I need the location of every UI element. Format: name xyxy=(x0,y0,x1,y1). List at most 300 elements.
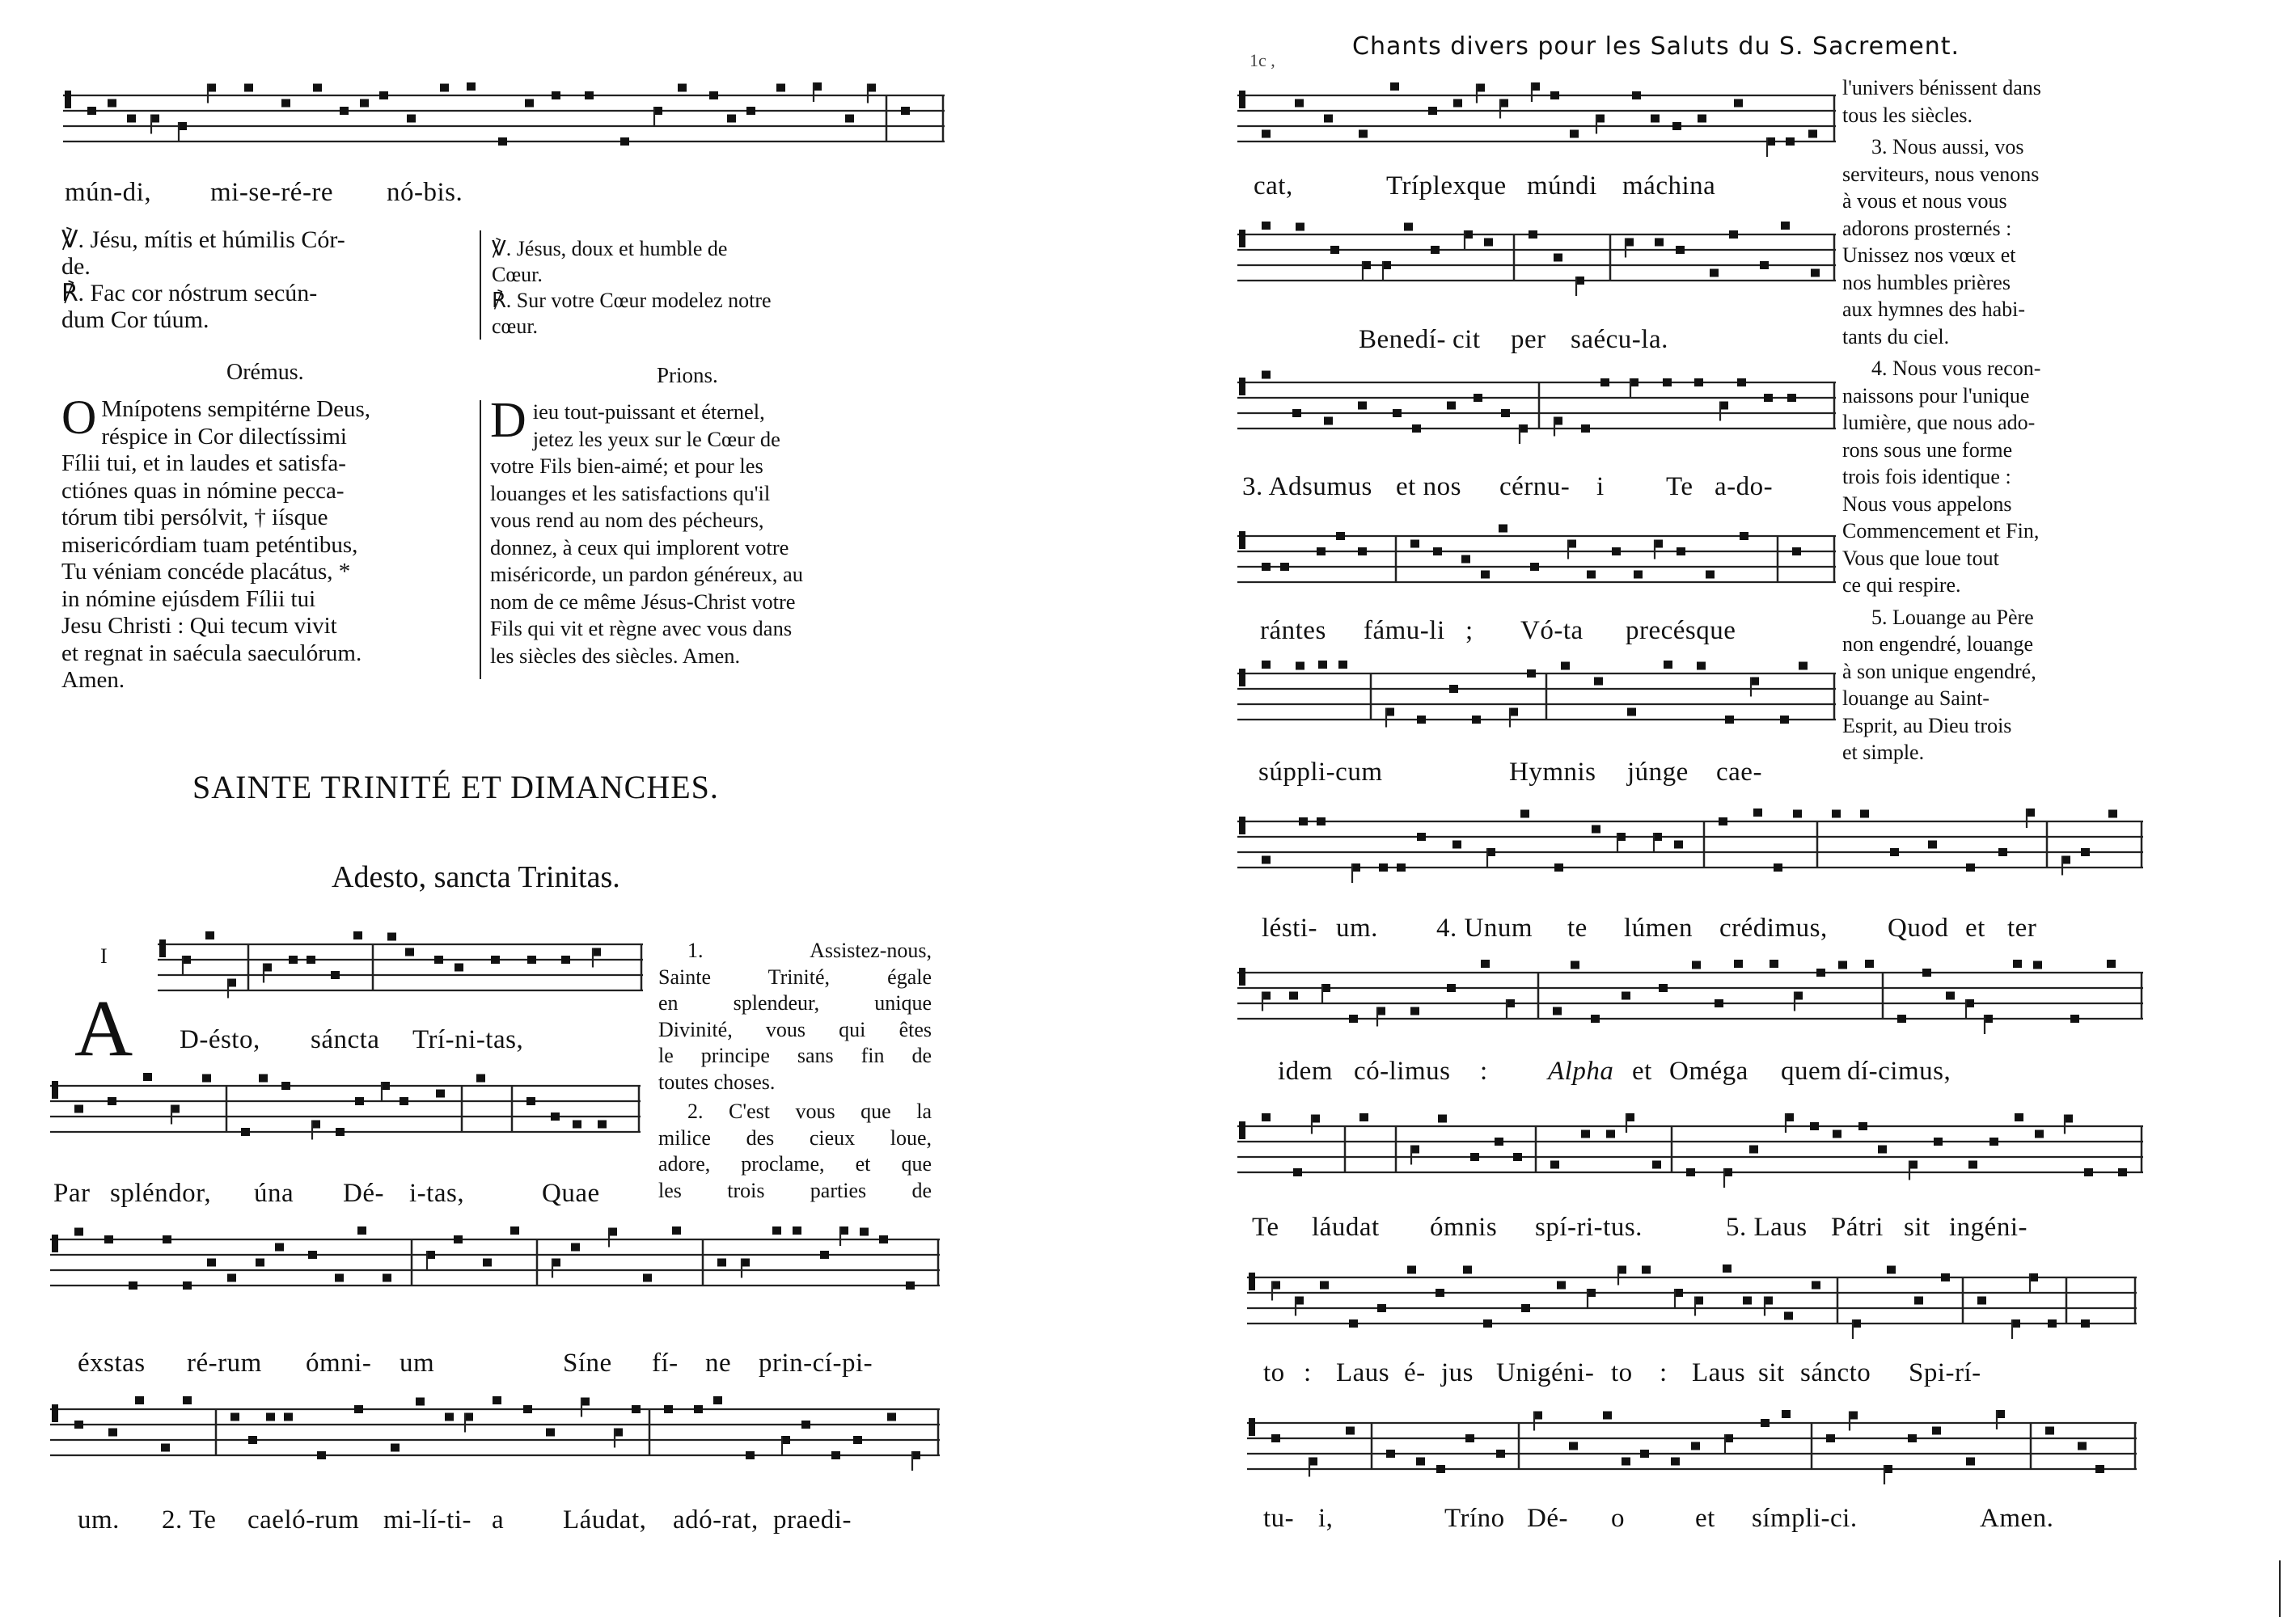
prayer-line: votre Fils bien-aimé; et pour les xyxy=(490,454,763,478)
lyric-syllable: Síne xyxy=(563,1349,612,1378)
neume xyxy=(1908,1434,1917,1442)
clef-mark xyxy=(52,1235,58,1252)
lyric-syllable: sáncto xyxy=(1800,1358,1871,1387)
translation-line: et simple. xyxy=(1842,741,1925,764)
prayer-line: Fils qui vit et règne avec vous dans xyxy=(490,616,793,640)
prayer-line: tórum tibi persólvit, † iísque xyxy=(61,505,328,530)
prayer-line: Jesu Christi : Qui tecum vivit xyxy=(61,613,337,639)
neume xyxy=(1719,817,1727,825)
lyric-line xyxy=(1263,1504,2137,1536)
translation-line: tants du ciel. xyxy=(1842,324,1950,348)
neume xyxy=(793,1226,801,1235)
neume xyxy=(1642,1266,1651,1274)
neume xyxy=(1833,1130,1841,1138)
neume xyxy=(1826,1434,1835,1442)
neume xyxy=(571,1243,580,1252)
neume xyxy=(1436,1289,1444,1297)
neume xyxy=(289,956,298,964)
translation-line: toutes choses. xyxy=(658,1070,776,1094)
neume xyxy=(573,1121,581,1129)
neume xyxy=(281,99,290,108)
music-staff xyxy=(1237,659,1836,756)
drop-cap-o: O xyxy=(61,391,97,444)
neume xyxy=(74,1421,83,1429)
neume xyxy=(1932,1427,1941,1435)
neume xyxy=(1417,716,1426,724)
neume xyxy=(664,1405,673,1413)
neume xyxy=(1317,817,1326,825)
neume xyxy=(1591,1015,1600,1023)
music-staff xyxy=(1237,521,1836,619)
neume xyxy=(523,1405,532,1413)
neume xyxy=(776,84,785,92)
lyric-syllable: to xyxy=(1611,1358,1633,1387)
lyric-syllable: é- xyxy=(1404,1358,1426,1387)
prions-heading: Prions. xyxy=(657,363,718,387)
versicle-french xyxy=(492,236,945,340)
lyric-syllable: um xyxy=(400,1349,435,1378)
lyric-syllable: fí- xyxy=(652,1349,679,1378)
neume xyxy=(241,1128,250,1136)
music-staff xyxy=(1247,1408,2137,1505)
neume xyxy=(1554,863,1563,872)
lyric-syllable: a xyxy=(492,1505,505,1535)
music-staff xyxy=(63,81,945,162)
neume xyxy=(2070,1015,2079,1023)
neume xyxy=(510,1226,519,1235)
neume xyxy=(1671,1458,1680,1466)
neume xyxy=(340,107,349,115)
neume xyxy=(1612,547,1621,555)
lyric-syllable: sáncta xyxy=(311,1025,380,1054)
lyric-syllable: to xyxy=(1263,1358,1285,1387)
neume xyxy=(407,115,416,123)
neume xyxy=(1358,402,1367,410)
lyric-line xyxy=(1263,1358,2137,1391)
neume xyxy=(1706,571,1715,579)
clef-mark xyxy=(159,939,166,957)
translation-line: naissons pour l'unique xyxy=(1842,383,2030,407)
neume xyxy=(1349,1015,1358,1023)
translation-line: 4. Nous vous recon- xyxy=(1871,357,2041,380)
prayer-line: in nómine ejúsdem Fílii tui xyxy=(61,585,316,612)
neume xyxy=(108,99,116,108)
lyric-syllable: te xyxy=(1567,914,1588,943)
neume xyxy=(1520,810,1529,818)
neume xyxy=(1416,1458,1425,1466)
neume xyxy=(879,1235,888,1243)
lyric-syllable: súppli-cum xyxy=(1258,758,1383,787)
neume xyxy=(127,115,136,123)
neume xyxy=(598,1121,607,1129)
neume xyxy=(672,1226,681,1235)
neume xyxy=(1474,394,1482,402)
column-divider xyxy=(480,230,481,340)
neume xyxy=(387,933,396,941)
neume xyxy=(313,84,322,92)
neume xyxy=(259,1074,268,1083)
neume xyxy=(1336,532,1345,540)
translation-line: Divinité, vous qui êtes xyxy=(658,1017,932,1041)
lyric-syllable: et xyxy=(1695,1504,1715,1533)
neume xyxy=(551,1112,560,1121)
neume xyxy=(552,91,560,99)
music-staff xyxy=(1237,368,1836,473)
lyric-syllable: ómni- xyxy=(306,1349,372,1378)
translation-line: non engendré, louange xyxy=(1842,632,2034,656)
prayer-latin xyxy=(61,391,470,695)
prayer-line: les siècles des siècles. Amen. xyxy=(490,643,741,668)
neume xyxy=(1449,685,1458,693)
lyric-syllable: fámu-li xyxy=(1364,616,1445,645)
neume xyxy=(717,1259,726,1267)
neume xyxy=(281,1082,290,1090)
neume xyxy=(317,1451,326,1459)
page-edge-mark xyxy=(2279,1560,2281,1617)
neume xyxy=(1715,999,1723,1007)
response-line: ℟. Fac cor nóstrum secún- xyxy=(61,280,318,306)
prayer-line: louanges et les satisfactions qu'il xyxy=(490,480,771,505)
neume xyxy=(643,1274,652,1282)
clef-mark xyxy=(1239,91,1245,108)
lyric-syllable: lésti- xyxy=(1262,914,1317,943)
neume xyxy=(308,1251,317,1259)
neume xyxy=(1686,1168,1695,1176)
neume xyxy=(1530,563,1539,571)
music-staff xyxy=(158,930,643,1027)
neume xyxy=(493,1396,501,1404)
lyric-line xyxy=(1262,914,2151,946)
neume xyxy=(1410,540,1419,548)
neume xyxy=(1436,1465,1445,1473)
neume xyxy=(1737,378,1746,386)
neume xyxy=(1470,1153,1479,1161)
neume xyxy=(202,1074,211,1083)
neume xyxy=(1581,424,1590,433)
neume xyxy=(2081,1319,2090,1328)
neume xyxy=(1346,1427,1355,1435)
neume xyxy=(1553,1007,1562,1015)
neume xyxy=(1570,130,1579,138)
translation-line: 5. Louange au Père xyxy=(1871,605,2034,629)
neume xyxy=(1977,1297,1986,1305)
lyric-syllable: Oméga xyxy=(1669,1057,1748,1086)
section-heading: SAINTE TRINITÉ ET DIMANCHES. xyxy=(192,769,719,805)
neume xyxy=(1674,841,1683,849)
neume xyxy=(483,1259,492,1267)
translation-line: Nous vous appelons xyxy=(1842,492,2012,516)
versicle-line: Cœur. xyxy=(492,263,543,286)
lyric-syllable: 3. Adsumus xyxy=(1242,472,1372,501)
response-line: ℟. Sur votre Cœur modelez notre xyxy=(492,289,772,312)
neume xyxy=(1723,1264,1732,1273)
lyric-syllable: um. xyxy=(1336,914,1378,943)
neume xyxy=(1481,571,1490,579)
neume xyxy=(135,1396,144,1404)
neume xyxy=(207,1259,216,1267)
lyric-syllable: adó-rat, xyxy=(673,1505,759,1535)
lyric-syllable: ; xyxy=(1465,616,1474,645)
neume xyxy=(436,1090,445,1098)
translation-line: aux hymnes des habi- xyxy=(1842,298,2026,321)
neume xyxy=(445,1413,454,1421)
prayer-line: Mnípotens sempitérne Deus, xyxy=(101,396,370,422)
clef-mark xyxy=(1249,1418,1255,1436)
neume xyxy=(746,107,755,115)
neume xyxy=(1349,1319,1358,1328)
neume xyxy=(1603,1412,1612,1420)
neume xyxy=(1640,1450,1649,1458)
neume xyxy=(1499,525,1507,533)
versicle-latin xyxy=(61,226,470,333)
neume xyxy=(143,1073,152,1081)
neume xyxy=(1606,1130,1615,1138)
music-staff xyxy=(1237,1112,2143,1209)
neume xyxy=(1832,810,1841,818)
neume xyxy=(1410,1007,1419,1015)
neume xyxy=(1320,1281,1329,1290)
neume xyxy=(1764,394,1773,402)
lyric-syllable: mún-di, xyxy=(65,178,152,207)
neume xyxy=(1481,960,1490,968)
lyric-syllable: Par xyxy=(53,1179,91,1208)
neume xyxy=(1431,246,1440,254)
neume xyxy=(1447,984,1456,992)
lyric-syllable: cat, xyxy=(1254,171,1293,201)
translation-line: Sainte Trinité, égale xyxy=(658,965,932,989)
neume xyxy=(1946,992,1955,1000)
lyric-line xyxy=(78,1349,951,1381)
neume xyxy=(1692,961,1701,969)
lyric-syllable: 2. Te xyxy=(162,1505,217,1535)
lyric-syllable: a-do- xyxy=(1715,472,1774,501)
lyric-line xyxy=(65,178,954,210)
neume xyxy=(525,99,534,108)
neume xyxy=(230,1413,239,1421)
translation-line: rons sous une forme xyxy=(1842,437,2013,462)
translation-line: adorons prosternés : xyxy=(1842,216,2012,240)
lyric-syllable: Laus xyxy=(1692,1358,1746,1387)
lyric-syllable: Láudat, xyxy=(563,1505,647,1535)
neume xyxy=(853,1436,862,1444)
neume xyxy=(1966,863,1975,872)
lyric-syllable: Hymnis xyxy=(1509,758,1596,787)
clef-mark xyxy=(1239,1121,1245,1139)
neume xyxy=(1787,394,1796,402)
neume xyxy=(1740,532,1748,540)
lyric-syllable: mi-se-ré-re xyxy=(210,178,334,207)
neume xyxy=(1664,661,1672,669)
neume xyxy=(1359,130,1368,138)
clef-mark xyxy=(1239,531,1245,549)
neume xyxy=(1793,810,1802,818)
lyric-syllable: mi-lí-ti- xyxy=(383,1505,471,1535)
prayer-line: donnez, à ceux qui implorent votre xyxy=(490,534,789,559)
neume xyxy=(1784,1312,1793,1320)
prayer-line: et regnat in saécula saeculórum. xyxy=(61,640,362,666)
lyric-syllable: ter xyxy=(2007,914,2037,943)
right-page xyxy=(1213,0,2296,1617)
neume xyxy=(244,84,253,92)
prayer-line: Fílii tui, et in laudes et satisfa- xyxy=(61,450,346,476)
neume xyxy=(256,1259,264,1267)
neume xyxy=(434,956,443,964)
neume xyxy=(331,971,340,979)
lyric-syllable: lúmen xyxy=(1624,914,1693,943)
mode-number: I xyxy=(100,944,108,968)
neume xyxy=(1786,137,1795,146)
translation-line: trois fois identique : xyxy=(1842,465,2011,488)
neume xyxy=(527,956,536,964)
neume xyxy=(1550,91,1559,99)
clef-mark xyxy=(1239,230,1245,247)
neume xyxy=(1452,841,1461,849)
neume xyxy=(1299,817,1308,825)
neume xyxy=(1594,678,1603,686)
prayer-line: vous rend au nom des pécheurs, xyxy=(490,508,764,532)
neume xyxy=(1691,1442,1700,1450)
neume xyxy=(1998,848,2007,856)
lyric-syllable: có-limus xyxy=(1354,1057,1451,1086)
music-staff xyxy=(1237,958,2143,1055)
lyric-syllable: jus xyxy=(1441,1358,1474,1387)
clef-mark xyxy=(1239,378,1245,395)
clef-mark xyxy=(52,1404,58,1422)
neume xyxy=(845,115,854,123)
neume xyxy=(1934,1138,1943,1146)
music-staff xyxy=(50,1225,940,1322)
neume xyxy=(1529,230,1537,239)
lyric-syllable: saécu-la. xyxy=(1571,325,1668,354)
lyric-syllable: crédimus, xyxy=(1719,914,1828,943)
neume xyxy=(1262,563,1271,571)
lyric-syllable: Amen. xyxy=(1980,1504,2054,1533)
neume xyxy=(1890,848,1899,856)
neume xyxy=(1622,1458,1630,1466)
lyric-line xyxy=(78,1505,951,1538)
lyric-syllable: Te xyxy=(1252,1213,1279,1242)
lyric-syllable: símpli-ci. xyxy=(1752,1504,1858,1533)
lyric-syllable: úna xyxy=(254,1179,294,1208)
lyric-line xyxy=(1242,472,1841,505)
lyric-syllable: 4. Unum xyxy=(1436,914,1533,943)
translation-line: 3. Nous aussi, vos xyxy=(1871,135,2024,158)
neume xyxy=(1743,1297,1752,1305)
lyric-line xyxy=(1260,616,1842,648)
neume xyxy=(1729,230,1738,239)
translation-line: ce qui respire. xyxy=(1842,573,1961,597)
neume xyxy=(1324,417,1333,425)
lyric-line xyxy=(1254,171,1852,204)
neume xyxy=(1792,547,1801,555)
lyric-syllable: et xyxy=(1965,914,1985,943)
neume xyxy=(1878,1146,1887,1154)
lyric-syllable: Pátri xyxy=(1831,1213,1884,1242)
lyric-syllable: i xyxy=(1596,472,1605,501)
neume xyxy=(727,115,736,123)
neume xyxy=(87,107,96,115)
neume xyxy=(1774,863,1782,872)
neume xyxy=(1760,261,1769,269)
translation-line: le principe sans fin de xyxy=(658,1044,932,1067)
neume xyxy=(183,1281,192,1290)
neume xyxy=(2033,961,2042,969)
lyric-syllable: múndi xyxy=(1527,171,1597,201)
neume xyxy=(1358,547,1367,555)
neume xyxy=(467,82,476,91)
lyric-syllable: rántes xyxy=(1260,616,1326,645)
neume xyxy=(205,931,214,939)
neume xyxy=(1262,371,1271,379)
neume xyxy=(713,1396,722,1404)
translation-line: louange au Saint- xyxy=(1842,686,1989,710)
lyric-line xyxy=(53,1179,652,1211)
lyric-syllable: i, xyxy=(1318,1504,1334,1533)
neume xyxy=(561,956,570,964)
neume xyxy=(1465,1434,1474,1442)
lyric-syllable: Dé- xyxy=(343,1179,384,1208)
neume xyxy=(476,1074,485,1083)
lyric-syllable: éxstas xyxy=(78,1349,146,1378)
prayer-line: réspice in Cor dilectíssimi xyxy=(101,423,347,450)
neume xyxy=(585,91,594,99)
neume xyxy=(2084,1168,2093,1176)
neume xyxy=(1600,378,1609,386)
translation-line: lumière, que nous ado- xyxy=(1842,411,2036,434)
neume xyxy=(227,1274,236,1282)
neume xyxy=(74,1105,83,1113)
neume xyxy=(1318,661,1327,669)
neume xyxy=(1694,378,1703,386)
lyric-syllable: : xyxy=(1660,1358,1668,1387)
neume xyxy=(1377,1304,1386,1312)
neume xyxy=(1280,563,1289,571)
neume xyxy=(1734,960,1743,968)
neume xyxy=(2013,960,2022,968)
neume xyxy=(1289,992,1298,1000)
neume xyxy=(163,1235,171,1243)
neume xyxy=(1317,547,1326,555)
neume xyxy=(455,964,463,972)
neume xyxy=(1393,409,1402,417)
neume xyxy=(360,99,369,108)
neume xyxy=(1652,1161,1661,1169)
lyric-syllable: : xyxy=(1480,1057,1488,1086)
translation-line: milice des cieux loue, xyxy=(658,1125,932,1150)
neume xyxy=(1438,1115,1447,1123)
neume xyxy=(1677,547,1685,555)
neume xyxy=(440,84,449,92)
neume xyxy=(1554,254,1562,262)
neume xyxy=(1262,130,1271,138)
neume xyxy=(901,107,910,115)
neume xyxy=(336,1128,345,1136)
neume xyxy=(678,84,687,92)
neume xyxy=(1262,1113,1271,1121)
neume xyxy=(266,1413,275,1421)
neume xyxy=(108,1097,116,1105)
neume xyxy=(355,1097,364,1105)
neume xyxy=(1663,378,1672,386)
neume xyxy=(1412,424,1421,433)
neume xyxy=(1928,841,1937,849)
lyric-syllable: D-ésto, xyxy=(180,1025,260,1054)
neume xyxy=(820,1251,829,1259)
neume xyxy=(1404,223,1413,231)
music-staff xyxy=(1237,220,1836,317)
lyric-syllable: máchina xyxy=(1622,171,1716,201)
hymn-translation xyxy=(1842,74,2117,766)
